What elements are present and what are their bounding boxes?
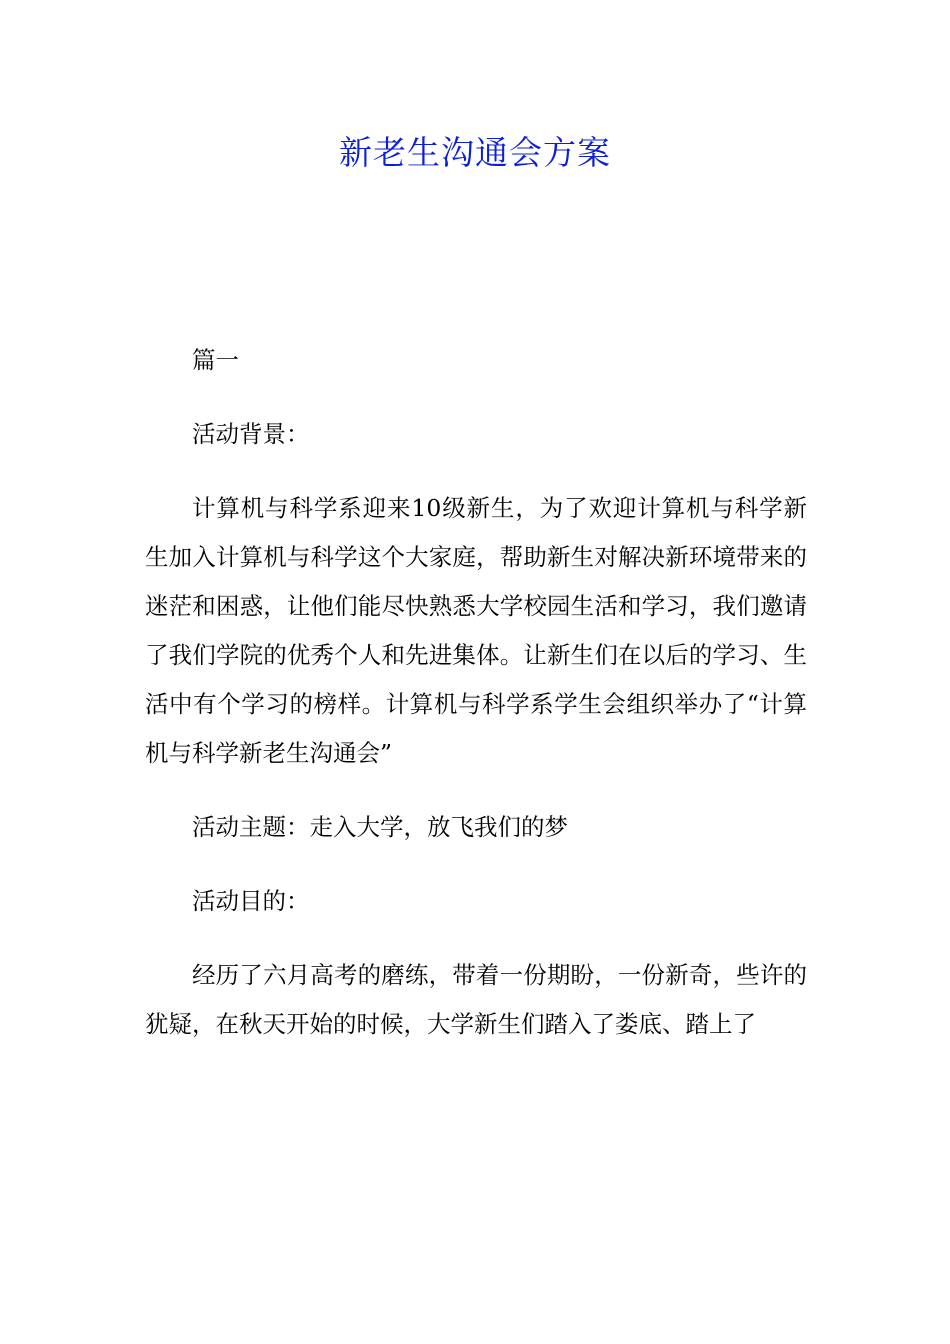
document-title: 新老生沟通会方案 — [339, 133, 611, 172]
activity-theme: 活动主题：走入大学，放飞我们的梦 — [192, 813, 568, 841]
activity-purpose-text: 经历了六月高考的磨练，带着一份期盼，一份新奇，些许的犹疑，在秋天开始的时候，大学新生们踏入了娄底、踏上了 — [145, 961, 807, 1038]
activity-background-text: 计算机与科学系迎来10级新生，为了欢迎计算机与科学新生加入计算机与科学这个大家庭，帮助新生对解决新环境带来的迷茫和困惑，让他们能尽快熟悉大学校园生活和学习，我们邀请了我们学院的优秀个人和先进集体。让新生们在以后的学习、生活中有个学习的榜样。计算机与科学系学生会组织举办了“计算机与科学新老生沟通会” — [145, 494, 807, 767]
activity-background-label: 活动背景： — [192, 420, 310, 448]
section-heading: 篇一 — [192, 346, 239, 374]
activity-purpose-label: 活动目的： — [192, 887, 310, 915]
document-body — [145, 336, 807, 1074]
